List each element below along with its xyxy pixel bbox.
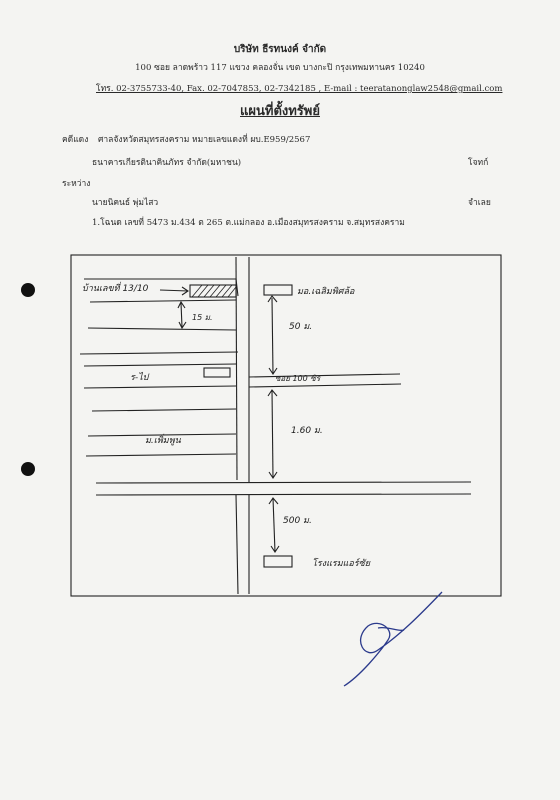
road-label: ม.เพิ่มพูน — [145, 436, 181, 446]
map-line — [92, 409, 236, 411]
plot-box — [204, 368, 230, 377]
landmark-top-label: มอ.เฉลิมพิศล้อ — [297, 287, 355, 297]
distance-bottom-label: 500 ม. — [283, 516, 312, 526]
map-line — [84, 364, 236, 366]
soi-label: ซอย 100 ซิร — [275, 374, 321, 383]
landmark-bottom-label: โรงแรมแอร์ซัย — [312, 559, 371, 569]
map-line — [88, 328, 236, 330]
distance-top-label: 50 ม. — [289, 322, 313, 332]
defendant-role: จำเลย — [468, 198, 491, 208]
map-line — [84, 386, 236, 388]
cross-road-top — [96, 482, 471, 483]
soi-road-bottom — [249, 384, 401, 387]
property-hatching — [192, 285, 236, 297]
soi-road-top — [249, 374, 400, 377]
distance-arrow-small — [181, 303, 182, 327]
map-line — [90, 300, 236, 302]
main-road-left-edge-lower — [236, 495, 238, 594]
defendant-name: นายนิคนธ์ พุ่มไสว — [92, 198, 159, 208]
company-name: บริษัท ธีรทนงค์ จำกัด — [233, 44, 327, 55]
cross-road-bottom — [96, 494, 471, 495]
plaintiff-role: โจทก์ — [468, 158, 489, 168]
map-frame — [71, 255, 501, 596]
distance-mid-label: 1.60 ม. — [291, 426, 323, 436]
arrow-head — [179, 322, 186, 328]
landmark-top-box — [264, 285, 292, 295]
distance-arrow-top — [272, 298, 273, 374]
plot-label: ร-ไป — [130, 373, 149, 383]
plaintiff-name: ธนาคารเกียรตินาคินภัทร จำกัด(มหาชน) — [92, 158, 242, 168]
map-line — [86, 454, 236, 456]
landmark-bottom-box — [264, 556, 292, 567]
house-label: บ้านเลขที่ 13/10 — [82, 284, 149, 294]
signature — [344, 592, 442, 686]
between-label: ระหว่าง — [62, 179, 91, 189]
pointer-arrow — [160, 290, 188, 291]
company-address: 100 ซอย ลาดพร้าว 117 แขวง คลองจั่น เขต บางกะปิ กรุงเทพมหานคร 10240 — [135, 63, 425, 73]
distance-arrow-bottom — [273, 498, 275, 552]
distance-small-label: 15 ม. — [192, 313, 213, 322]
case-court: ศาลจังหวัดสมุทรสงคราม หมายเลขแดงที่ ผบ.E959/2567 — [98, 135, 311, 145]
property-description: 1.โฉนด เลขที่ 5473 ม.434 ต 265 ต.แม่กลอง อ.เมืองสมุทรสงคราม จ.สมุทรสงคราม — [92, 218, 405, 228]
map-line — [80, 352, 238, 354]
distance-arrow-mid — [272, 390, 273, 478]
company-contact: โทร. 02-3755733-40, Fax. 02-7047853, 02-7342185 , E-mail : teeratanonglaw2548@gmail.com — [96, 84, 503, 94]
page-title: แผนที่ตั้งทรัพย์ — [240, 104, 320, 119]
case-label: คดีแดง — [62, 135, 89, 145]
